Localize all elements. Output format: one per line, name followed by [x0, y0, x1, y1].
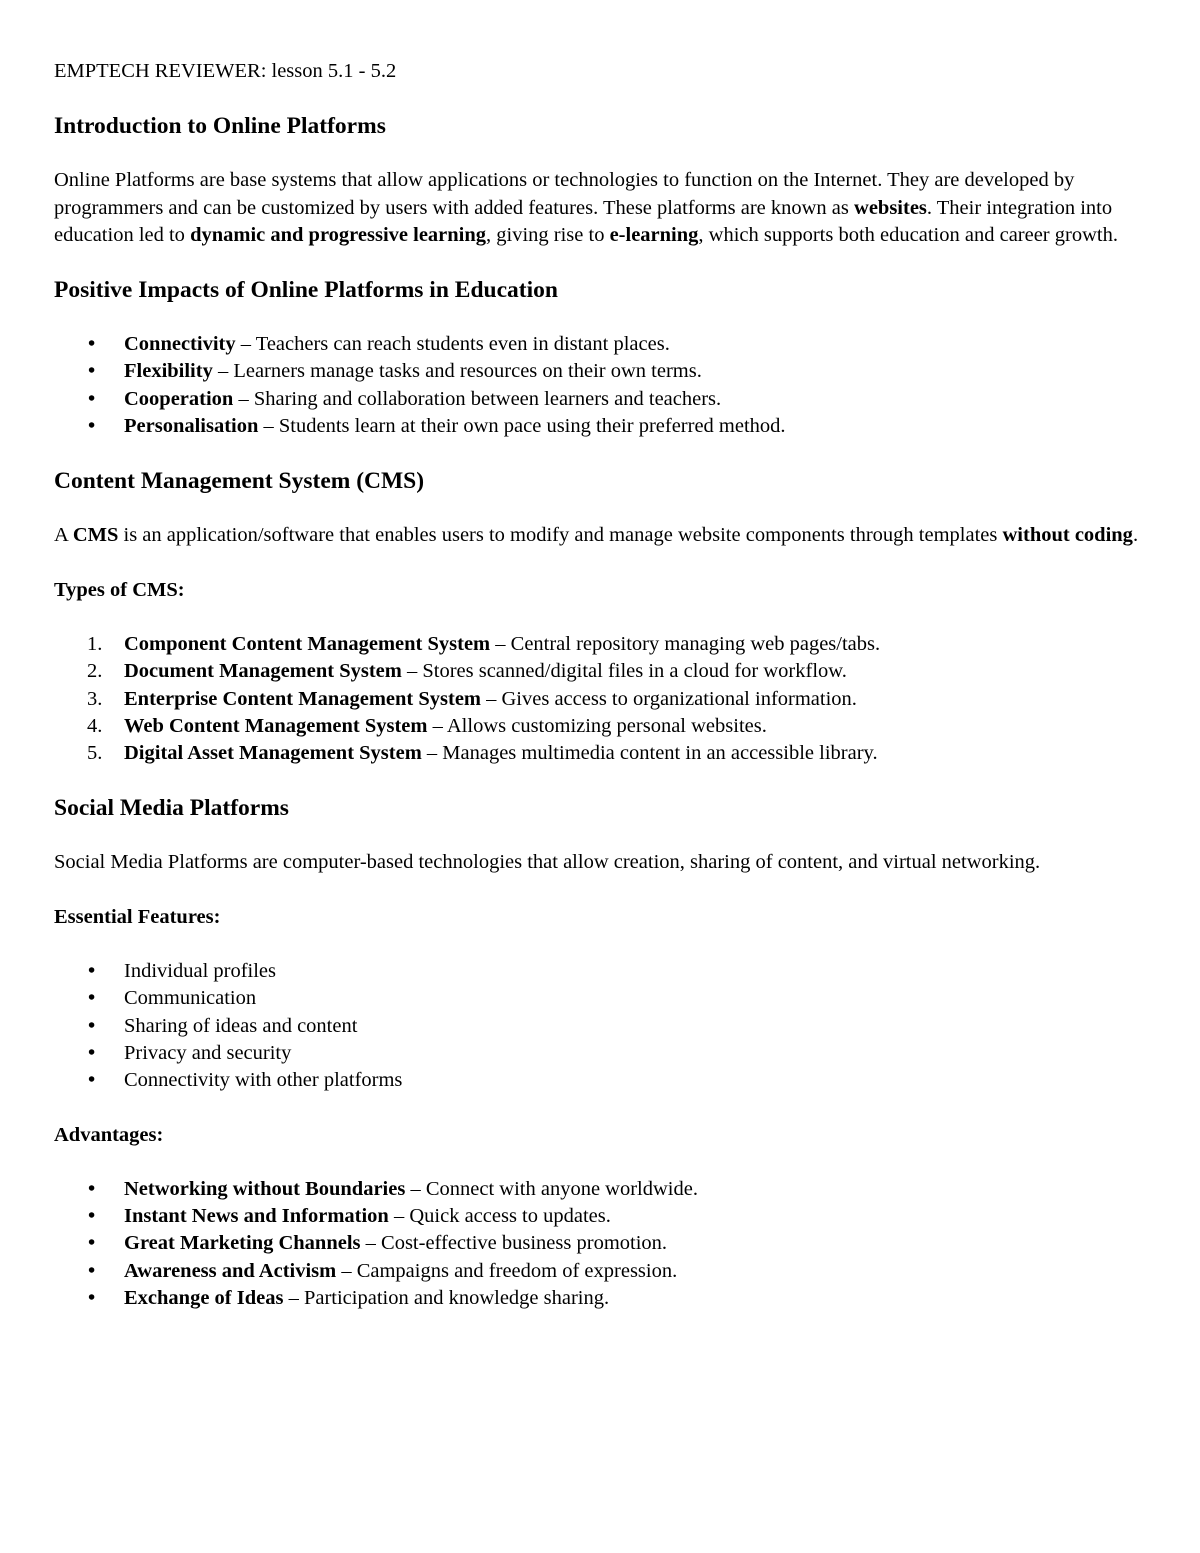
- cms-type-desc: – Gives access to organizational information.: [481, 687, 857, 710]
- bullet-icon: •: [88, 1177, 96, 1200]
- list-number: 1.: [87, 632, 103, 655]
- intro-text-3: , giving rise to: [486, 223, 610, 246]
- impacts-list: [54, 331, 1144, 440]
- bullet-icon: •: [88, 1069, 96, 1092]
- feature-text: Privacy and security: [124, 1041, 292, 1064]
- list-item: [54, 1285, 1144, 1312]
- cms-type-desc: – Central repository managing web pages/tabs.: [490, 632, 881, 655]
- list-item: [54, 1067, 1144, 1094]
- heading-social: Social Media Platforms: [54, 795, 289, 822]
- bullet-icon: •: [88, 1259, 96, 1282]
- features-heading: Essential Features:: [54, 905, 221, 928]
- advantage-desc: – Participation and knowledge sharing.: [283, 1287, 610, 1310]
- advantage-term: Instant News and Information: [124, 1205, 389, 1228]
- bullet-icon: •: [88, 960, 96, 983]
- feature-text: Connectivity with other platforms: [124, 1069, 403, 1092]
- intro-bold-elearning: e-learning: [609, 223, 699, 246]
- bullet-icon: •: [88, 1014, 96, 1037]
- feature-text: Individual profiles: [124, 960, 277, 983]
- intro-bold-dynamic: dynamic and progressive learning: [190, 223, 487, 246]
- cms-text-3: .: [1132, 524, 1139, 547]
- intro-bold-websites: websites: [854, 196, 927, 219]
- impact-term: Personalisation: [124, 415, 259, 438]
- cms-type-term: Enterprise Content Management System: [124, 687, 481, 710]
- impact-desc: – Teachers can reach students even in distant places.: [235, 333, 670, 356]
- list-item: [54, 331, 1144, 358]
- list-number: 5.: [87, 742, 103, 765]
- list-item: [54, 358, 1144, 385]
- intro-text-4: , which supports both education and career growth.: [698, 223, 1118, 246]
- list-item: [54, 1040, 1144, 1067]
- cms-type-desc: – Stores scanned/digital files in a cloud for workflow.: [401, 660, 847, 683]
- intro-paragraph: [54, 167, 1144, 249]
- advantage-term: Exchange of Ideas: [124, 1287, 284, 1310]
- cms-type-desc: – Allows customizing personal websites.: [427, 714, 767, 737]
- cms-text-2: is an application/software that enables users to modify and manage website components through templates: [118, 524, 1003, 547]
- feature-text: Communication: [124, 987, 257, 1010]
- social-paragraph: Social Media Platforms are computer-based technologies that allow creation, sharing of content, and virtual networking.: [54, 851, 1041, 874]
- cms-types-heading: Types of CMS:: [54, 578, 185, 601]
- list-number: 4.: [87, 714, 103, 737]
- intro-text-2: . Their integration into education led to: [54, 196, 1113, 246]
- impact-desc: – Students learn at their own pace using their preferred method.: [258, 415, 786, 438]
- list-item: [54, 958, 1144, 985]
- list-item: [54, 1230, 1144, 1257]
- list-item: [54, 713, 1144, 740]
- impact-desc: – Learners manage tasks and resources on their own terms.: [212, 360, 702, 383]
- cms-paragraph: [54, 522, 1144, 549]
- advantages-list: [54, 1176, 1144, 1312]
- heading-cms: Content Management System (CMS): [54, 468, 425, 495]
- advantage-desc: – Quick access to updates.: [388, 1205, 611, 1228]
- cms-type-desc: – Manages multimedia content in an accessible library.: [421, 742, 878, 765]
- cms-type-term: Web Content Management System: [124, 714, 428, 737]
- cms-type-term: Digital Asset Management System: [124, 742, 422, 765]
- list-item: [54, 686, 1144, 713]
- list-item: [54, 1176, 1144, 1203]
- intro-text-1: Online Platforms are base systems that allow applications or technologies to function on the Internet. They are developed by programmers and can be customized by users with added features. These platforms are known as: [54, 169, 1075, 219]
- advantages-heading: Advantages:: [54, 1123, 164, 1146]
- list-item: [54, 658, 1144, 685]
- feature-text: Sharing of ideas and content: [124, 1014, 358, 1037]
- bullet-icon: •: [88, 415, 96, 438]
- impact-term: Connectivity: [124, 333, 236, 356]
- cms-type-term: Document Management System: [124, 660, 402, 683]
- cms-bold-without-coding: without coding: [1002, 524, 1133, 547]
- list-item: [54, 413, 1144, 440]
- heading-impacts: Positive Impacts of Online Platforms in Education: [54, 277, 558, 304]
- bullet-icon: •: [88, 1041, 96, 1064]
- advantage-term: Networking without Boundaries: [124, 1177, 406, 1200]
- cms-bold-cms: CMS: [72, 524, 119, 547]
- bullet-icon: •: [88, 333, 96, 356]
- features-list: [54, 958, 1144, 1094]
- list-item: [54, 386, 1144, 413]
- list-item: [54, 985, 1144, 1012]
- impact-desc: – Sharing and collaboration between learners and teachers.: [233, 387, 722, 410]
- bullet-icon: •: [88, 987, 96, 1010]
- list-item: [54, 1258, 1144, 1285]
- bullet-icon: •: [88, 1232, 96, 1255]
- impact-term: Flexibility: [124, 360, 213, 383]
- bullet-icon: •: [88, 1205, 96, 1228]
- cms-text-1: A: [54, 524, 73, 547]
- document-title: EMPTECH REVIEWER: lesson 5.1 - 5.2: [54, 60, 397, 82]
- impact-term: Cooperation: [124, 387, 234, 410]
- list-item: [54, 740, 1144, 767]
- list-number: 2.: [87, 660, 103, 683]
- bullet-icon: •: [88, 1287, 96, 1310]
- bullet-icon: •: [88, 360, 96, 383]
- list-number: 3.: [87, 687, 103, 710]
- list-item: [54, 1013, 1144, 1040]
- advantage-desc: – Cost-effective business promotion.: [360, 1232, 668, 1255]
- bullet-icon: •: [88, 387, 96, 410]
- document-page: [54, 58, 1144, 1339]
- list-item: [54, 631, 1144, 658]
- advantage-desc: – Campaigns and freedom of expression.: [336, 1259, 678, 1282]
- advantage-desc: – Connect with anyone worldwide.: [405, 1177, 698, 1200]
- heading-intro: Introduction to Online Platforms: [54, 113, 386, 140]
- advantage-term: Great Marketing Channels: [124, 1232, 361, 1255]
- advantage-term: Awareness and Activism: [124, 1259, 337, 1282]
- cms-types-list: [54, 631, 1144, 767]
- list-item: [54, 1203, 1144, 1230]
- cms-type-term: Component Content Management System: [124, 632, 491, 655]
